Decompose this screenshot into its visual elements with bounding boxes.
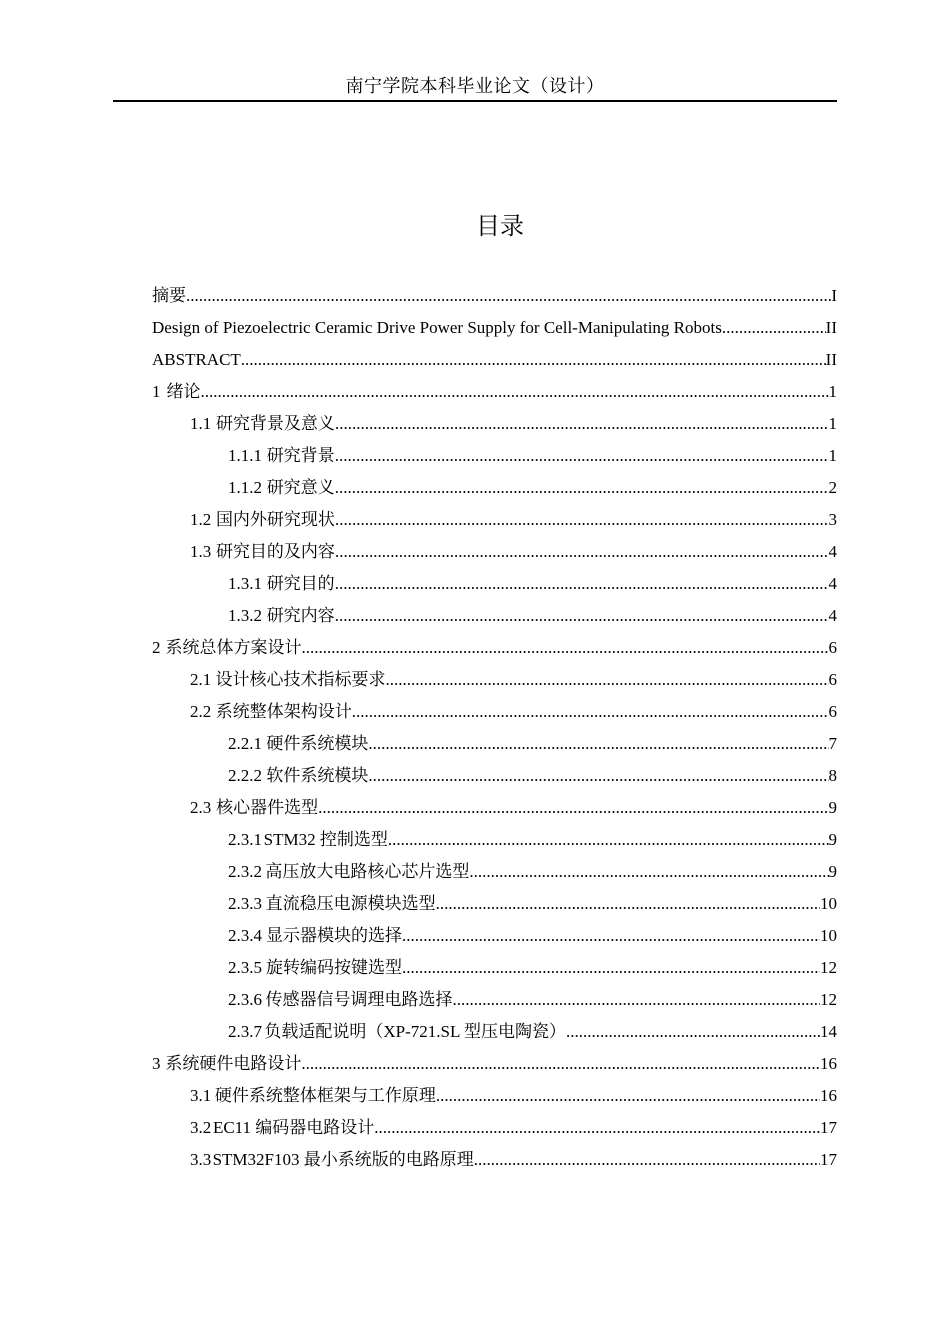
toc-dot-leader bbox=[402, 952, 820, 984]
toc-entry[interactable] bbox=[152, 920, 837, 952]
toc-entry[interactable] bbox=[152, 888, 837, 920]
toc-entry-number: 1.3 bbox=[190, 542, 212, 561]
toc-page-number: 17 bbox=[820, 1150, 837, 1169]
toc-entry-number: 3.1 bbox=[190, 1086, 212, 1105]
toc-dot-leader bbox=[469, 856, 828, 888]
toc-entry-label: 研究背景 bbox=[266, 446, 335, 465]
toc-page-number: 10 bbox=[820, 894, 837, 913]
toc-page-number: 12 bbox=[820, 958, 837, 977]
toc-dot-leader bbox=[335, 536, 829, 568]
toc-page-number: 14 bbox=[820, 1022, 837, 1041]
toc-entry-label: STM32F103 最小系统版的电路原理 bbox=[212, 1150, 474, 1169]
toc-page-number: 6 bbox=[828, 670, 837, 689]
toc-entry-label: ABSTRACT bbox=[152, 350, 241, 369]
toc-entry[interactable] bbox=[152, 472, 837, 504]
toc-entry[interactable] bbox=[152, 408, 837, 440]
toc-entry-label: 传感器信号调理电路选择 bbox=[265, 990, 453, 1009]
toc-dot-leader bbox=[186, 280, 831, 312]
toc-dot-leader bbox=[335, 472, 829, 504]
toc-page-number: 1 bbox=[828, 382, 837, 401]
toc-entry-label: 软件系统模块 bbox=[266, 766, 369, 785]
toc-dot-leader bbox=[722, 312, 826, 344]
toc-dot-leader bbox=[241, 344, 826, 376]
toc-entry-label: 研究目的及内容 bbox=[215, 542, 335, 561]
toc-entry-label: 显示器模块的选择 bbox=[265, 926, 402, 945]
toc-page-number: 17 bbox=[820, 1118, 837, 1137]
toc-entry-number: 1.3.1 bbox=[228, 574, 262, 593]
toc-entry[interactable] bbox=[152, 856, 837, 888]
toc-entry-label: 系统硬件电路设计 bbox=[165, 1054, 302, 1073]
toc-dot-leader bbox=[301, 1048, 820, 1080]
toc-entry-label: 直流稳压电源模块选型 bbox=[265, 894, 436, 913]
toc-entry-number: 2.3.4 bbox=[228, 926, 262, 945]
toc-entry-label: EC11 编码器电路设计 bbox=[212, 1118, 375, 1137]
toc-entry-number: 2.3.2 bbox=[228, 862, 262, 881]
toc-entry-label: STM32 控制选型 bbox=[263, 830, 388, 849]
toc-entry-number: 2.2 bbox=[190, 702, 212, 721]
toc-entry-number: 2.3.6 bbox=[228, 990, 262, 1009]
toc-entry-number: 2.3.1 bbox=[228, 830, 262, 849]
toc-entry[interactable] bbox=[152, 600, 837, 632]
toc-entry-number: 2 bbox=[152, 638, 161, 657]
toc-entry[interactable] bbox=[152, 568, 837, 600]
toc-entry-number: 1.2 bbox=[190, 510, 212, 529]
toc-entry-label: 系统整体架构设计 bbox=[215, 702, 352, 721]
toc-entry-number: 3.3 bbox=[190, 1150, 212, 1169]
toc-page-number: 3 bbox=[828, 510, 837, 529]
toc-entry-label: 核心器件选型 bbox=[216, 798, 319, 817]
toc-dot-leader bbox=[436, 888, 820, 920]
toc-entry-label: 绪论 bbox=[166, 382, 201, 401]
toc-dot-leader bbox=[335, 504, 829, 536]
toc-entry[interactable] bbox=[152, 632, 837, 664]
table-of-contents bbox=[152, 280, 837, 1176]
toc-page-number: 9 bbox=[828, 830, 837, 849]
toc-page-number: 16 bbox=[820, 1086, 837, 1105]
toc-dot-leader bbox=[368, 728, 828, 760]
toc-page-number: II bbox=[825, 350, 837, 369]
toc-entry-number: 1 bbox=[152, 382, 161, 401]
toc-dot-leader bbox=[352, 696, 829, 728]
toc-dot-leader bbox=[200, 376, 828, 408]
toc-entry[interactable] bbox=[152, 984, 837, 1016]
toc-page-number: 4 bbox=[828, 606, 837, 625]
toc-page-number: 4 bbox=[828, 542, 837, 561]
toc-entry[interactable] bbox=[152, 1048, 837, 1080]
toc-page-number: II bbox=[825, 318, 837, 337]
toc-dot-leader bbox=[452, 984, 820, 1016]
toc-entry-number: 2.3 bbox=[190, 798, 212, 817]
toc-page-number: 9 bbox=[828, 862, 837, 881]
toc-entry-number: 2.3.5 bbox=[228, 958, 262, 977]
toc-entry-number: 1.1 bbox=[190, 414, 212, 433]
toc-entry-label: 研究意义 bbox=[266, 478, 335, 497]
toc-entry-label: 旋转编码按键选型 bbox=[265, 958, 402, 977]
toc-entry[interactable] bbox=[152, 696, 837, 728]
toc-entry-label: 研究背景及意义 bbox=[215, 414, 335, 433]
toc-page-number: 9 bbox=[828, 798, 837, 817]
toc-entry-number: 1.1.2 bbox=[228, 478, 262, 497]
toc-entry[interactable] bbox=[152, 536, 837, 568]
toc-entry-label: 研究内容 bbox=[266, 606, 335, 625]
toc-entry-label: 硬件系统模块 bbox=[266, 734, 369, 753]
toc-dot-leader bbox=[302, 632, 829, 664]
toc-entry[interactable] bbox=[152, 760, 837, 792]
header-rule bbox=[113, 100, 837, 102]
toc-entry[interactable] bbox=[152, 728, 837, 760]
toc-dot-leader bbox=[388, 824, 829, 856]
toc-page-number: 7 bbox=[828, 734, 837, 753]
toc-dot-leader bbox=[335, 568, 829, 600]
toc-page-number: 16 bbox=[820, 1054, 837, 1073]
toc-entry-label: 高压放大电路核心芯片选型 bbox=[265, 862, 470, 881]
toc-page-number: I bbox=[831, 286, 837, 305]
toc-page-number: 10 bbox=[820, 926, 837, 945]
toc-page-number: 2 bbox=[828, 478, 837, 497]
toc-entry-number: 2.3.3 bbox=[228, 894, 262, 913]
toc-entry[interactable] bbox=[152, 824, 837, 856]
toc-entry[interactable] bbox=[152, 376, 837, 408]
toc-entry-number: 3.2 bbox=[190, 1118, 212, 1137]
toc-title: 目录 bbox=[476, 212, 524, 240]
toc-page-number: 8 bbox=[828, 766, 837, 785]
toc-page-number: 1 bbox=[828, 446, 837, 465]
toc-entry-label: 负载适配说明（XP-721.SL 型压电陶瓷） bbox=[264, 1022, 567, 1041]
toc-entry-number: 3 bbox=[152, 1054, 161, 1073]
toc-page-number: 6 bbox=[828, 702, 837, 721]
toc-entry-number: 1.1.1 bbox=[228, 446, 262, 465]
toc-dot-leader bbox=[566, 1016, 820, 1048]
toc-entry[interactable] bbox=[152, 344, 837, 376]
toc-entry[interactable] bbox=[152, 1080, 837, 1112]
toc-entry[interactable] bbox=[152, 1144, 837, 1176]
toc-entry-label: 研究目的 bbox=[266, 574, 335, 593]
toc-entry-number: 1.3.2 bbox=[228, 606, 262, 625]
toc-entry[interactable] bbox=[152, 504, 837, 536]
toc-entry[interactable] bbox=[152, 440, 837, 472]
toc-entry-label: 国内外研究现状 bbox=[215, 510, 335, 529]
toc-entry-label: 设计核心技术指标要求 bbox=[215, 670, 386, 689]
toc-entry-number: 2.1 bbox=[190, 670, 212, 689]
toc-entry-label: 摘要 bbox=[152, 286, 186, 305]
toc-entry[interactable] bbox=[152, 952, 837, 984]
toc-entry-label: 系统总体方案设计 bbox=[165, 638, 302, 657]
toc-entry-number: 2.2.2 bbox=[228, 766, 262, 785]
toc-dot-leader bbox=[335, 600, 829, 632]
toc-entry[interactable] bbox=[152, 792, 837, 824]
toc-dot-leader bbox=[385, 664, 828, 696]
toc-dot-leader bbox=[402, 920, 820, 952]
toc-entry[interactable] bbox=[152, 1112, 837, 1144]
toc-dot-leader bbox=[318, 792, 828, 824]
toc-entry-label: Design of Piezoelectric Ceramic Drive Power Supply for Cell-Manipulating Robots bbox=[152, 318, 722, 337]
toc-dot-leader bbox=[335, 408, 829, 440]
toc-dot-leader bbox=[374, 1112, 820, 1144]
toc-entry-label: 硬件系统整体框架与工作原理 bbox=[214, 1086, 436, 1105]
toc-entry[interactable] bbox=[152, 280, 837, 312]
toc-dot-leader bbox=[368, 760, 828, 792]
toc-entry[interactable] bbox=[152, 312, 837, 344]
toc-page-number: 12 bbox=[820, 990, 837, 1009]
toc-entry[interactable] bbox=[152, 1016, 837, 1048]
toc-page-number: 1 bbox=[828, 414, 837, 433]
toc-page-number: 4 bbox=[828, 574, 837, 593]
toc-entry[interactable] bbox=[152, 664, 837, 696]
toc-page-number: 6 bbox=[828, 638, 837, 657]
toc-entry-number: 2.2.1 bbox=[228, 734, 262, 753]
toc-dot-leader bbox=[335, 440, 829, 472]
toc-entry-number: 2.3.7 bbox=[228, 1022, 262, 1041]
toc-dot-leader bbox=[436, 1080, 820, 1112]
toc-dot-leader bbox=[474, 1144, 820, 1176]
page-header: 南宁学院本科毕业论文（设计） bbox=[345, 76, 605, 96]
